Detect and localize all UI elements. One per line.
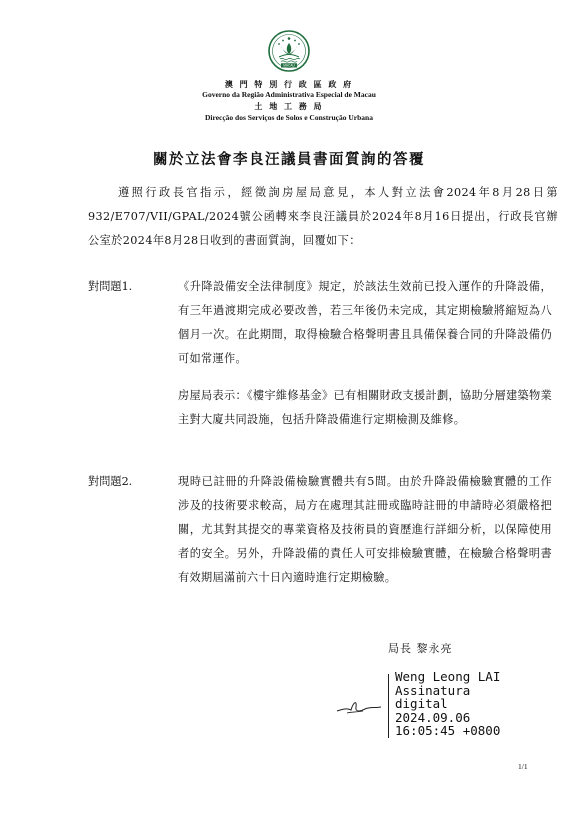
org-name-zh: 澳 門 特 別 行 政 區 政 府 [224, 79, 354, 89]
macau-emblem-logo [268, 30, 310, 72]
dept-name-pt: Direcção dos Serviços de Solos e Construção Urbana [205, 113, 373, 122]
answer-1-paragraph-2: 房屋局表示：《樓宇維修基金》已有相關財政支援計劃，協助分層建築物業主對大廈共同設施，包括升降設備進行定期檢測及維修。 [178, 389, 552, 426]
page-number: 1/1 [518, 762, 528, 771]
emblem-text: MACAU [283, 63, 295, 68]
signature-divider [388, 674, 389, 738]
org-name-pt: Governo da Região Administrativa Especial de Macau [202, 90, 376, 99]
answer-1-label: 對問題1. [88, 280, 133, 293]
dept-name-zh: 土 地 工 務 局 [254, 101, 324, 111]
answer-2-paragraph: 現時已註冊的升降設備檢驗實體共有5間。由於升降設備檢驗實體的工作涉及的技術要求較高，局方在處理其註冊或臨時註冊的申請時必須嚴格把關，尤其對其提交的專業資格及技術員的資歷進行詳細分析，以保障使用者的安全。另外，升降設備的責任人可安排檢驗實體，在檢驗合格聲明書有效期屆滿前六十日內適時進行定期檢驗。 [178, 475, 552, 584]
answer-1-paragraph-1: 《升降設備安全法律制度》規定，於該法生效前已投入運作的升降設備，有三年過渡期完成必要改善，若三年後仍未完成，其定期檢驗將縮短為八個月一次。在此期間，取得檢驗合格聲明書且具備保養合同的升降設備仍可如常運作。 [178, 280, 552, 365]
handwritten-signature-icon [335, 693, 383, 721]
answer-2-label: 對問題2. [88, 475, 133, 488]
signatory-title-name: 局長 黎永亮 [388, 642, 453, 655]
intro-paragraph: 遵照行政長官指示，經徵詢房屋局意見，本人對立法會2024年8月28日第932/E707/VII/GPAL/2024號公函轉來李良汪議員於2024年8月16日提出，行政長官辦公室於2024年8月28日收到的書面質詢，回覆如下： [88, 186, 558, 247]
digital-signature-block: Weng Leong LAI Assinatura digital 2024.09.06 16:05:45 +0800 [395, 669, 501, 738]
document-title: 關於立法會李良汪議員書面質詢的答覆 [153, 151, 425, 168]
